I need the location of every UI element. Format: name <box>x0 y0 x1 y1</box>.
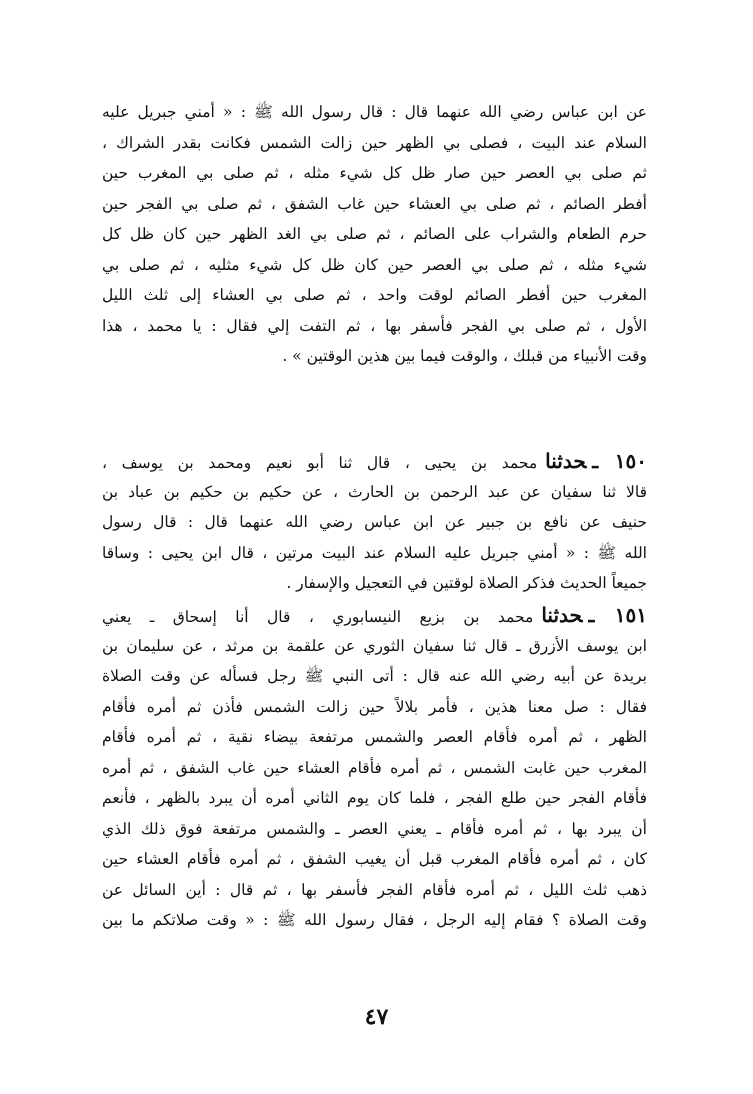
text-line: عن ابن عباس رضي الله عنهما قال : قال رسول الله ﷺ : « أمني جبريل عليه <box>102 103 647 121</box>
text-line: حرم الطعام والشراب على الصائم ، ثم صلى بي الغد الظهر حين كان ظل كل <box>102 225 647 243</box>
text-line: الظهر ، ثم أمره فأقام العصر والشمس مرتفعة بيضاء نقية ، ثم أمره فأقام <box>102 728 647 746</box>
text-line: شيء مثله ، ثم صلى بي العصر حين كان ظل كل شيء مثليه ، ثم صلى بي <box>102 255 647 274</box>
hadith-150 <box>102 446 647 599</box>
text-line: المغرب حين غابت الشمس ، ثم أمره فأقام العشاء حين غاب الشفق ، ثم أمره <box>102 758 647 777</box>
text-line: أفطر الصائم ، ثم صلى بي العشاء حين غاب الشفق ، ثم صلى بي الفجر حين <box>102 194 647 213</box>
text-line: الأول ، ثم صلى بي الفجر فأسفر بها ، ثم التفت إلي فقال : يا محمد ، هذا <box>102 316 647 335</box>
isnad-text: محمد بن بزيع النيسابوري ، قال أنا إسحاق ـ يعني <box>102 608 534 626</box>
text-line: فقال : صل معنا هذين ، فأمر بلالاً حين زالت الشمس فأذن ثم أمره فأقام <box>102 697 647 716</box>
text-line: ذهب ثلث الليل ، ثم أمره فأقام الفجر فأسفر بها ، ثم قال : أين السائل عن <box>102 880 647 899</box>
hadith-151 <box>102 600 647 936</box>
text-line: السلام عند البيت ، فصلى بي الظهر حين زالت الشمس فكانت بقدر الشراك ، <box>102 133 647 152</box>
hadith-number: ١٥٠ ـ <box>592 449 647 473</box>
text-line: ثم صلى بي العصر حين صار ظل كل شيء مثله ، ثم صلى بي المغرب حين <box>102 164 647 182</box>
page-number: ٤٧ <box>364 1004 389 1030</box>
text-line: فأقام الفجر حين طلع الفجر ، فلما كان يوم الثاني أمره أن يبرد بالظهر ، فأنعم <box>102 789 647 807</box>
text-line: كان ، ثم أمره فأقام المغرب قبل أن يغيب الشفق ، ثم أمره فأقام العشاء حين <box>102 850 647 868</box>
haddathana-label: حدثنا <box>545 449 587 473</box>
isnad-text: محمد بن يحيى ، قال ثنا أبو نعيم ومحمد بن يوسف ، <box>102 454 538 472</box>
text-line: المغرب حين أفطر الصائم لوقت واحد ، ثم صلى بي العشاء إلى ثلث الليل <box>102 286 647 304</box>
text-line: حنيف عن نافع بن جبير عن ابن عباس رضي الله عنهما قال : قال رسول <box>102 513 647 531</box>
text-line: ابن يوسف الأزرق ـ قال ثنا سفيان الثوري عن علقمة بن مرثد ، عن سليمان بن <box>102 636 647 655</box>
text-line: جميعاً الحديث فذكر الصلاة لوقتين في التعجيل والإسفار . <box>286 574 647 592</box>
hadith-number: ١٥١ ـ <box>588 603 647 627</box>
text-line: قالا ثنا سفيان عن عبد الرحمن بن الحارث ، عن حكيم بن حكيم بن عباد بن <box>102 482 647 501</box>
text-line: أن يبرد بها ، ثم أمره فأقام ـ يعني العصر ـ والشمس مرتفعة فوق ذلك الذي <box>102 819 647 838</box>
hadith-heading-line <box>102 600 647 631</box>
haddathana-label: حدثنا <box>541 603 583 627</box>
text-line: بريدة عن أبيه رضي الله عنه قال : أتى النبي ﷺ رجل فسأله عن وقت الصلاة <box>102 667 647 685</box>
hadith-heading-line <box>102 446 647 477</box>
text-line: الله ﷺ : « أمني جبريل عليه السلام عند البيت مرتين ، قال ابن يحيى : وساقا <box>102 543 647 562</box>
text-line: وقت الأنبياء من قبلك ، والوقت فيما بين هذين الوقتين » . <box>282 347 647 365</box>
paragraph-ibn-abbas <box>102 97 647 372</box>
text-line: وقت الصلاة ؟ فقام إليه الرجل ، فقال رسول الله ﷺ : « وقت صلاتكم ما بين <box>102 911 647 929</box>
